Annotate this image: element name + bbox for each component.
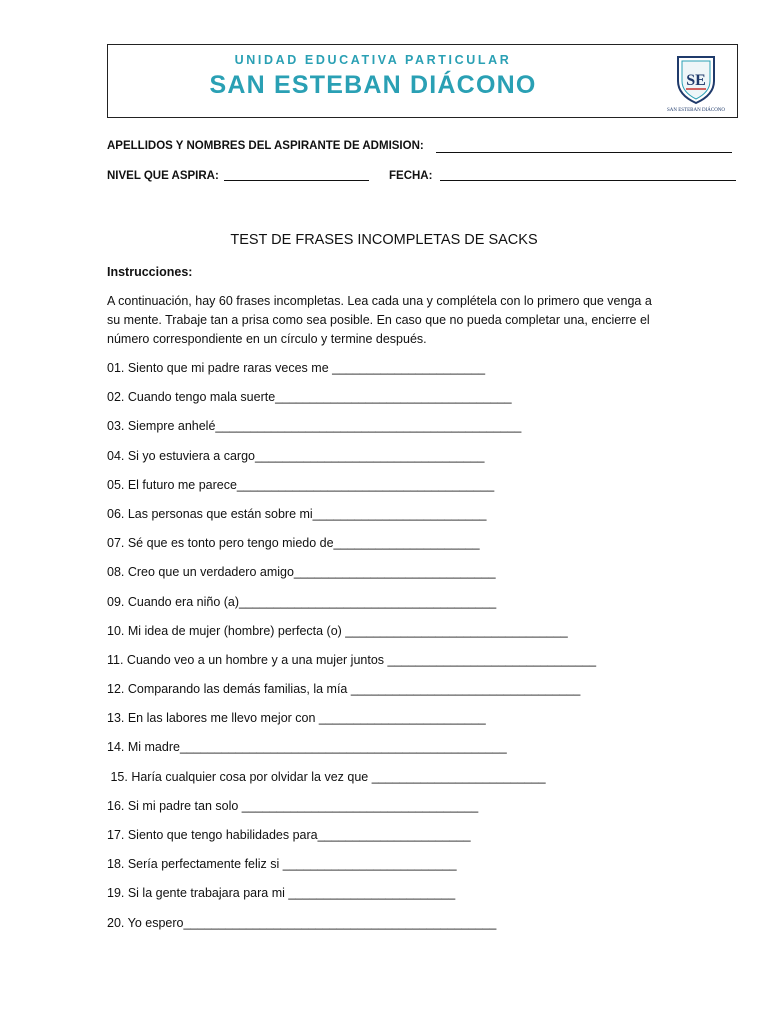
sentence-item[interactable]: 19. Si la gente trabajara para mi ________________________	[107, 886, 456, 901]
sentence-item[interactable]: 15. Haría cualquier cosa por olvidar la vez que _________________________	[107, 769, 546, 784]
date-field[interactable]	[440, 180, 736, 181]
sentence-item[interactable]: 02. Cuando tengo mala suerte__________________________________	[107, 390, 512, 405]
sentence-item[interactable]: 12. Comparando las demás familias, la mía _________________________________	[107, 682, 581, 697]
sentence-item[interactable]: 07. Sé que es tonto pero tengo miedo de_____________________	[107, 536, 480, 551]
sentence-item[interactable]: 08. Creo que un verdadero amigo_____________________________	[107, 565, 496, 580]
sentence-item[interactable]: 18. Sería perfectamente feliz si _________________________	[107, 857, 457, 872]
applicant-name-field[interactable]	[436, 152, 732, 153]
level-field[interactable]	[224, 180, 369, 181]
logo-monogram: SE	[686, 72, 706, 89]
instructions-heading: Instrucciones:	[107, 265, 193, 279]
sentence-item[interactable]: 03. Siempre anhelé____________________________________________	[107, 419, 522, 434]
test-title: TEST DE FRASES INCOMPLETAS DE SACKS	[230, 232, 538, 248]
school-logo-icon	[664, 51, 728, 113]
school-header	[107, 44, 738, 118]
instructions-text: A continuación, hay 60 frases incompletas. Lea cada una y complétela con lo primero que venga a su mente. Trabaje tan a prisa como sea posible. En caso que no pueda completar una, encierre el número correspondiente en un círculo y termine después.	[107, 294, 652, 346]
school-subtitle: UNIDAD EDUCATIVA PARTICULAR	[234, 53, 512, 67]
sentence-item[interactable]: 10. Mi idea de mujer (hombre) perfecta (o) ________________________________	[107, 623, 568, 638]
sentence-item[interactable]: 06. Las personas que están sobre mi_________________________	[107, 506, 487, 521]
sentence-item[interactable]: 01. Siento que mi padre raras veces me ______________________	[107, 361, 486, 375]
level-label: NIVEL QUE ASPIRA:	[107, 170, 219, 182]
sentence-item[interactable]: 04. Si yo estuviera a cargo_________________________________	[107, 448, 485, 463]
logo-caption: SAN ESTEBAN DIÁCONO	[666, 108, 726, 113]
applicant-name-label: APELLIDOS Y NOMBRES DEL ASPIRANTE DE ADMISION:	[107, 140, 424, 152]
sentence-item[interactable]: 14. Mi madre_______________________________________________	[107, 740, 507, 755]
sentence-item[interactable]: 16. Si mi padre tan solo __________________________________	[107, 798, 479, 813]
sentence-list	[107, 358, 727, 942]
sentence-item[interactable]: 13. En las labores me llevo mejor con ________________________	[107, 711, 486, 726]
sentence-item[interactable]: 20. Yo espero_____________________________________________	[107, 915, 497, 930]
sentence-item[interactable]: 09. Cuando era niño (a)_____________________________________	[107, 594, 497, 609]
date-label: FECHA:	[389, 170, 433, 182]
sentence-item[interactable]: 17. Siento que tengo habilidades para______________________	[107, 828, 471, 842]
sentence-item[interactable]: 11. Cuando veo a un hombre y a una mujer juntos ______________________________	[107, 652, 597, 667]
sentence-item[interactable]: 05. El futuro me parece_____________________________________	[107, 477, 495, 492]
school-name: SAN ESTEBAN DIÁCONO	[209, 71, 537, 99]
